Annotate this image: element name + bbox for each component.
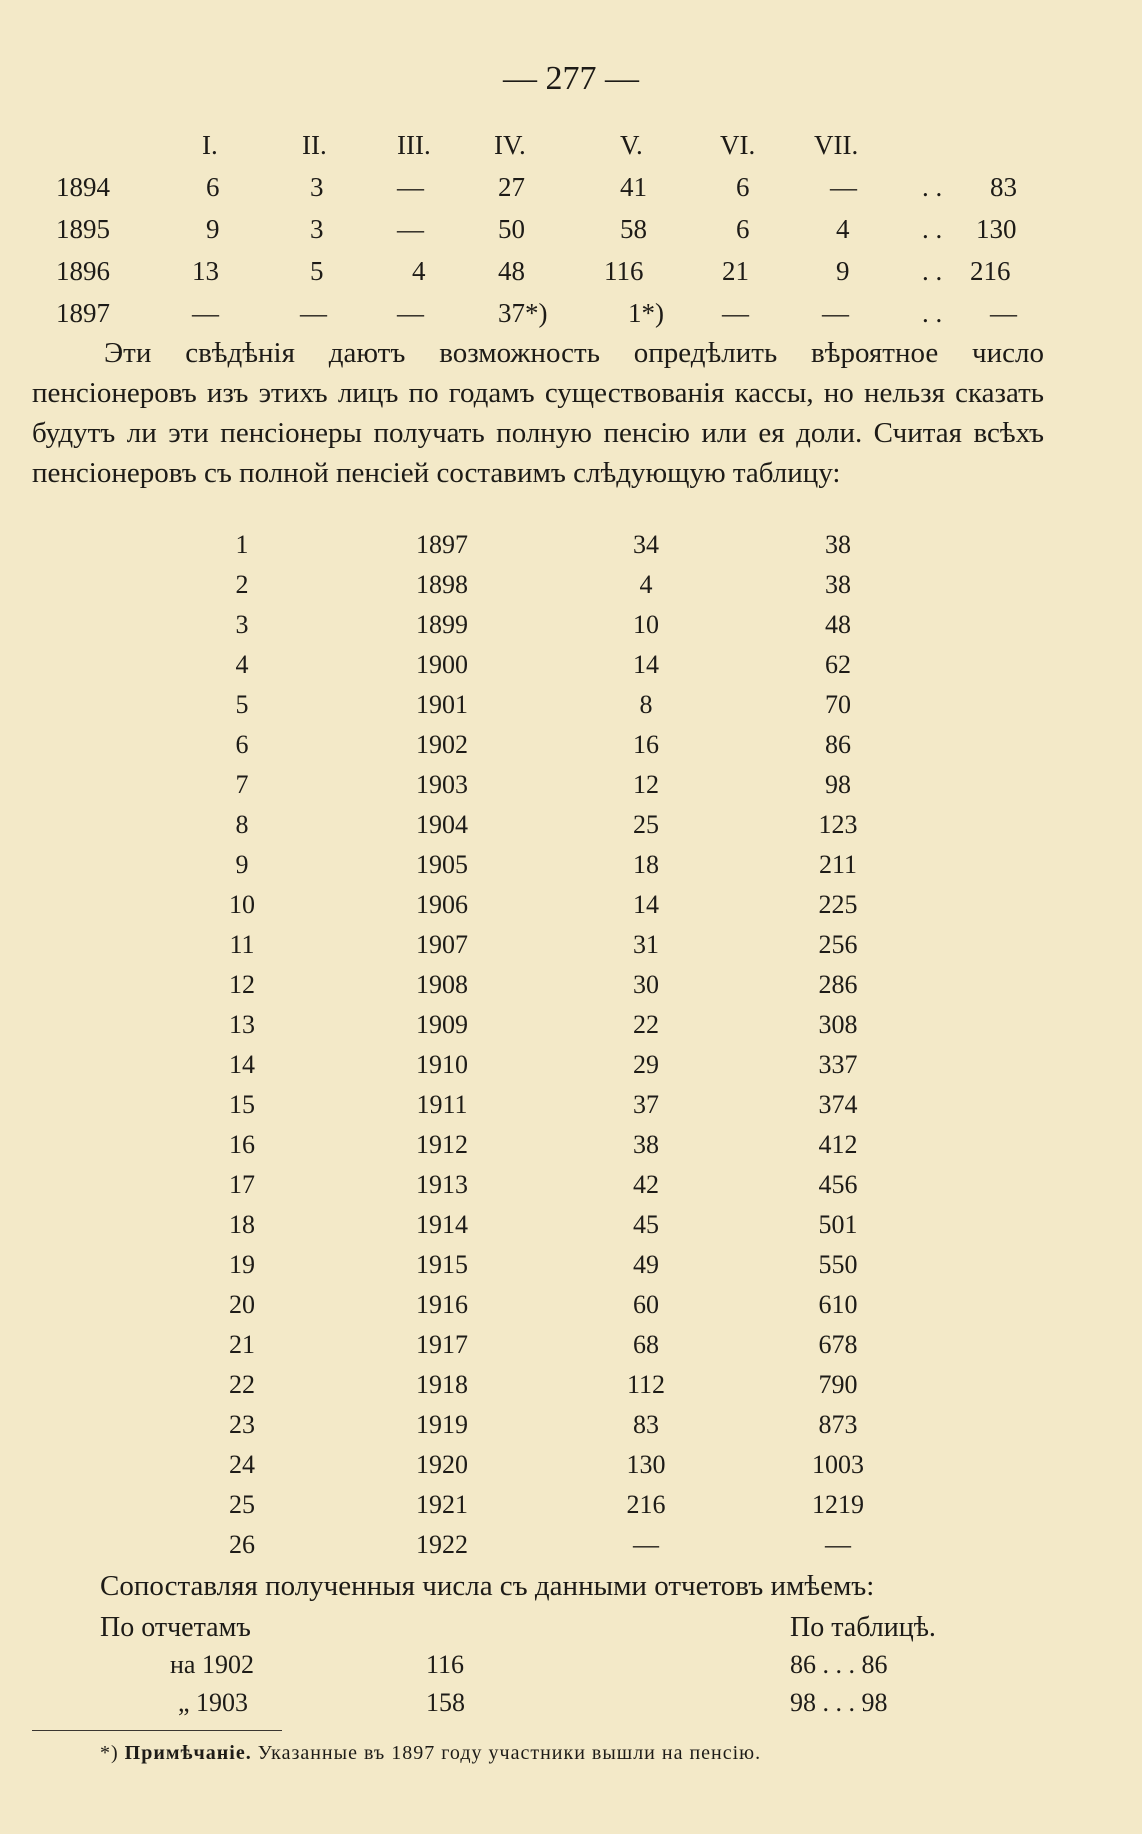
- pensioner-projection-table: [0, 530, 1142, 1570]
- year-cell: 1909: [416, 1010, 468, 1039]
- table-row: [0, 530, 1142, 570]
- table-cell: 21: [722, 256, 749, 286]
- report-header: По отчетамъ: [100, 1612, 251, 1643]
- total-cell: 62: [825, 650, 851, 679]
- year-cell: 1901: [416, 690, 468, 719]
- table-cell: 6: [206, 172, 220, 202]
- new-count-cell: 130: [626, 1450, 666, 1479]
- table-cell: 4: [412, 256, 426, 286]
- index-cell: 9: [235, 850, 249, 879]
- total-cell: 790: [818, 1370, 858, 1399]
- index-cell: 19: [229, 1250, 255, 1279]
- year-cell: 1896: [56, 256, 110, 286]
- index-cell: 15: [229, 1090, 255, 1119]
- table-row: [0, 850, 1142, 890]
- column-header: VI.: [720, 130, 756, 160]
- table-cell: 13: [192, 256, 219, 286]
- table-cell: 3: [310, 214, 324, 244]
- table-cell: —: [722, 298, 749, 328]
- total-cell: 678: [818, 1330, 858, 1359]
- new-count-cell: 25: [633, 810, 659, 839]
- table-cell: 41: [620, 172, 647, 202]
- total-cell: 412: [818, 1130, 858, 1159]
- total-cell: 38: [825, 530, 851, 559]
- comparison-label: на 1902: [170, 1650, 254, 1679]
- year-cell: 1894: [56, 172, 110, 202]
- table-row: [0, 1530, 1142, 1570]
- column-header: III.: [397, 130, 431, 160]
- total-cell: 374: [818, 1090, 858, 1119]
- table-row: [0, 770, 1142, 810]
- table-cell: —: [822, 298, 849, 328]
- year-cell: 1921: [416, 1490, 468, 1519]
- table-cell: —: [830, 172, 857, 202]
- table-cell: 9: [836, 256, 850, 286]
- table-row: [0, 1490, 1142, 1530]
- comparison-label: „ 1903: [178, 1688, 249, 1717]
- total-cell: 1003: [812, 1450, 864, 1479]
- table-cell: 3: [310, 172, 324, 202]
- table-row: [0, 810, 1142, 850]
- index-cell: 21: [229, 1330, 255, 1359]
- table-cell: —: [300, 298, 327, 328]
- index-cell: 26: [229, 1530, 255, 1559]
- index-cell: 10: [229, 890, 255, 919]
- year-cell: 1913: [416, 1170, 468, 1199]
- new-count-cell: 8: [639, 690, 653, 719]
- table-row: [0, 1170, 1142, 1210]
- table-cell: 4: [836, 214, 850, 244]
- table-row: [0, 610, 1142, 650]
- new-count-cell: 12: [633, 770, 659, 799]
- index-cell: 16: [229, 1130, 255, 1159]
- table-cell: 216: [970, 256, 1011, 286]
- year-cell: 1917: [416, 1330, 468, 1359]
- footnote-title: Примѣчаніе.: [124, 1742, 252, 1764]
- body-paragraph: [32, 333, 1044, 493]
- table-cell: —: [397, 172, 424, 202]
- table-cell: 9: [206, 214, 220, 244]
- table-row: [0, 1450, 1142, 1490]
- year-cell: 1899: [416, 610, 468, 639]
- total-cell: 211: [818, 850, 858, 879]
- total-cell: 308: [818, 1010, 858, 1039]
- footnote-mark: *): [100, 1742, 119, 1764]
- total-cell: 48: [825, 610, 851, 639]
- index-cell: 24: [229, 1450, 255, 1479]
- new-count-cell: 60: [633, 1290, 659, 1319]
- index-cell: 22: [229, 1370, 255, 1399]
- table-cell: 6: [736, 214, 750, 244]
- year-cell: 1897: [416, 530, 468, 559]
- table-row: [0, 690, 1142, 730]
- column-header: I.: [202, 130, 218, 160]
- table-row: [0, 650, 1142, 690]
- new-count-cell: 10: [633, 610, 659, 639]
- index-cell: 8: [235, 810, 249, 839]
- index-cell: 6: [235, 730, 249, 759]
- total-cell: 337: [818, 1050, 858, 1079]
- report-value: 158: [426, 1688, 465, 1717]
- new-count-cell: 34: [633, 530, 659, 559]
- total-cell: 1219: [812, 1490, 864, 1519]
- new-count-cell: 37: [633, 1090, 659, 1119]
- table-value: 86 . . . 86: [790, 1650, 888, 1679]
- index-cell: 25: [229, 1490, 255, 1519]
- new-count-cell: 16: [633, 730, 659, 759]
- index-cell: 18: [229, 1210, 255, 1239]
- index-cell: 11: [229, 930, 255, 959]
- table-row: [0, 890, 1142, 930]
- footnote-text: Указанные въ 1897 году участники вышли на пенсію.: [257, 1742, 762, 1764]
- new-count-cell: 4: [639, 570, 653, 599]
- table-cell: 116: [604, 256, 644, 286]
- index-cell: 23: [229, 1410, 255, 1439]
- year-cell: 1911: [416, 1090, 468, 1119]
- total-cell: 610: [818, 1290, 858, 1319]
- table-cell: —: [397, 214, 424, 244]
- total-cell: 256: [818, 930, 858, 959]
- year-cell: 1918: [416, 1370, 468, 1399]
- table-row: [0, 730, 1142, 770]
- total-cell: 70: [825, 690, 851, 719]
- column-header: IV.: [494, 130, 526, 160]
- new-count-cell: 83: [633, 1410, 659, 1439]
- table-row: [0, 1250, 1142, 1290]
- index-cell: 12: [229, 970, 255, 999]
- total-cell: 86: [825, 730, 851, 759]
- year-cell: 1914: [416, 1210, 468, 1239]
- new-count-cell: 42: [633, 1170, 659, 1199]
- new-count-cell: 22: [633, 1010, 659, 1039]
- total-cell: —: [825, 1530, 851, 1559]
- new-count-cell: 38: [633, 1130, 659, 1159]
- year-cell: 1905: [416, 850, 468, 879]
- table-cell: 5: [310, 256, 324, 286]
- total-cell: 123: [818, 810, 858, 839]
- table-cell: 37*): [498, 298, 548, 328]
- table-cell: 6: [736, 172, 750, 202]
- total-cell: 873: [818, 1410, 858, 1439]
- table-cell: 1*): [628, 298, 664, 328]
- index-cell: 4: [235, 650, 249, 679]
- year-cell: 1920: [416, 1450, 468, 1479]
- year-cell: 1912: [416, 1130, 468, 1159]
- year-cell: 1902: [416, 730, 468, 759]
- index-cell: 20: [229, 1290, 255, 1319]
- report-value: 116: [426, 1650, 465, 1679]
- year-cell: 1916: [416, 1290, 468, 1319]
- page-number: — 277 —: [503, 60, 639, 97]
- index-cell: 17: [229, 1170, 255, 1199]
- column-header: VII.: [814, 130, 859, 160]
- year-cell: 1906: [416, 890, 468, 919]
- table-cell: 130: [976, 214, 1017, 244]
- table-cell: . .: [922, 172, 943, 202]
- year-cell: 1919: [416, 1410, 468, 1439]
- paragraph-text: Эти свѣдѣнія даютъ возможность опредѣлить вѣроятное число пенсіонеровъ изъ этихъ лицъ по годамъ существованія кассы, но нельзя сказать будутъ ли эти пенсіонеры получать полную пенсію или ея доли. Считая всѣхъ пенсіонеровъ съ полной пенсіей составимъ слѣдующую таблицу:: [32, 337, 1044, 489]
- table-cell: —: [990, 298, 1017, 328]
- year-cell: 1907: [416, 930, 468, 959]
- year-cell: 1900: [416, 650, 468, 679]
- total-cell: 501: [818, 1210, 858, 1239]
- new-count-cell: 29: [633, 1050, 659, 1079]
- new-count-cell: 30: [633, 970, 659, 999]
- table-cell: 83: [990, 172, 1017, 202]
- column-header: II.: [302, 130, 327, 160]
- total-cell: 456: [818, 1170, 858, 1199]
- table-row: [0, 570, 1142, 610]
- new-count-cell: —: [633, 1530, 659, 1559]
- comparison-intro: Сопоставляя полученныя числа съ данными отчетовъ имѣемъ:: [100, 1570, 875, 1602]
- total-cell: 98: [825, 770, 851, 799]
- year-cell: 1897: [56, 298, 110, 328]
- table-header: По таблицѣ.: [790, 1612, 936, 1643]
- index-cell: 2: [235, 570, 249, 599]
- new-count-cell: 31: [633, 930, 659, 959]
- new-count-cell: 112: [626, 1370, 666, 1399]
- index-cell: 3: [235, 610, 249, 639]
- new-count-cell: 14: [633, 890, 659, 919]
- table-value: 98 . . . 98: [790, 1688, 888, 1717]
- index-cell: 1: [235, 530, 249, 559]
- table-row: [0, 1330, 1142, 1370]
- table-row: [0, 1210, 1142, 1250]
- table-row: [0, 1090, 1142, 1130]
- table-row: [0, 1050, 1142, 1090]
- table-cell: . .: [922, 214, 943, 244]
- year-cell: 1903: [416, 770, 468, 799]
- footnote-divider: [32, 1730, 282, 1731]
- table-row: [0, 930, 1142, 970]
- total-cell: 550: [818, 1250, 858, 1279]
- total-cell: 225: [818, 890, 858, 919]
- table-cell: —: [397, 298, 424, 328]
- year-cell: 1922: [416, 1530, 468, 1559]
- new-count-cell: 216: [626, 1490, 666, 1519]
- index-cell: 14: [229, 1050, 255, 1079]
- table-row: [0, 1410, 1142, 1450]
- new-count-cell: 18: [633, 850, 659, 879]
- table-row: [0, 1290, 1142, 1330]
- table-cell: 48: [498, 256, 525, 286]
- table-cell: . .: [922, 256, 943, 286]
- table-row: [0, 1130, 1142, 1170]
- footnote: [100, 1742, 761, 1765]
- year-cell: 1895: [56, 214, 110, 244]
- new-count-cell: 45: [633, 1210, 659, 1239]
- total-cell: 38: [825, 570, 851, 599]
- table-row: [0, 1010, 1142, 1050]
- total-cell: 286: [818, 970, 858, 999]
- index-cell: 5: [235, 690, 249, 719]
- table-cell: 58: [620, 214, 647, 244]
- year-cell: 1898: [416, 570, 468, 599]
- table-cell: —: [192, 298, 219, 328]
- table-row: [0, 970, 1142, 1010]
- table-row: [0, 1370, 1142, 1410]
- year-cell: 1904: [416, 810, 468, 839]
- index-cell: 7: [235, 770, 249, 799]
- year-cell: 1910: [416, 1050, 468, 1079]
- table-cell: . .: [922, 298, 943, 328]
- table-cell: 27: [498, 172, 525, 202]
- new-count-cell: 14: [633, 650, 659, 679]
- year-cell: 1915: [416, 1250, 468, 1279]
- column-header: V.: [620, 130, 643, 160]
- index-cell: 13: [229, 1010, 255, 1039]
- new-count-cell: 68: [633, 1330, 659, 1359]
- year-cell: 1908: [416, 970, 468, 999]
- table-cell: 50: [498, 214, 525, 244]
- new-count-cell: 49: [633, 1250, 659, 1279]
